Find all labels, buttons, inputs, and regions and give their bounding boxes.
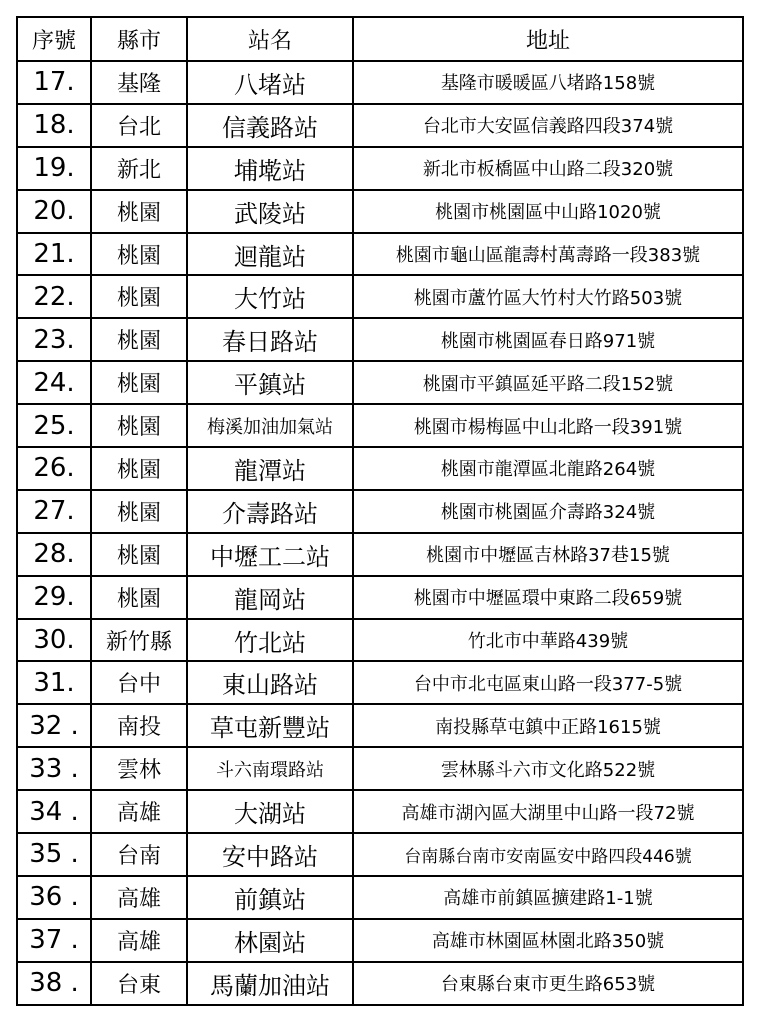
address-cell: 基隆市暖暖區八堵路158號 [353,61,743,104]
seq-cell: 27. [17,490,91,533]
name-cell: 草屯新豐站 [187,704,353,747]
name-cell: 信義路站 [187,104,353,147]
name-cell: 龍潭站 [187,447,353,490]
table-row [17,962,743,1005]
name-cell: 竹北站 [187,619,353,662]
station-table [16,16,744,1006]
county-cell: 台北 [91,104,187,147]
address-cell: 桃園市龜山區龍壽村萬壽路一段383號 [353,233,743,276]
table-row [17,190,743,233]
seq-cell: 35 . [17,833,91,876]
county-cell: 高雄 [91,919,187,962]
table-row [17,533,743,576]
table-row [17,490,743,533]
county-cell: 桃園 [91,576,187,619]
county-cell: 台南 [91,833,187,876]
address-cell: 竹北市中華路439號 [353,619,743,662]
header-address: 地址 [353,17,743,61]
name-cell: 介壽路站 [187,490,353,533]
table-row [17,619,743,662]
county-cell: 高雄 [91,790,187,833]
table-row [17,919,743,962]
county-cell: 台中 [91,661,187,704]
table-row [17,233,743,276]
county-cell: 新竹縣 [91,619,187,662]
name-cell: 迴龍站 [187,233,353,276]
county-cell: 桃園 [91,190,187,233]
name-cell: 東山路站 [187,661,353,704]
name-cell: 埔墘站 [187,147,353,190]
address-cell: 桃園市中壢區吉林路37巷15號 [353,533,743,576]
table-row [17,275,743,318]
table-row [17,404,743,447]
seq-cell: 26. [17,447,91,490]
address-cell: 南投縣草屯鎮中正路1615號 [353,704,743,747]
table-body [17,61,743,1005]
address-cell: 桃園市中壢區環中東路二段659號 [353,576,743,619]
seq-cell: 34 . [17,790,91,833]
address-cell: 桃園市桃園區中山路1020號 [353,190,743,233]
address-cell: 高雄市林園區林園北路350號 [353,919,743,962]
table-row [17,790,743,833]
address-cell: 台北市大安區信義路四段374號 [353,104,743,147]
name-cell: 平鎮站 [187,361,353,404]
seq-cell: 22. [17,275,91,318]
table-row [17,447,743,490]
table-row [17,876,743,919]
address-cell: 台南縣台南市安南區安中路四段446號 [353,833,743,876]
name-cell: 大湖站 [187,790,353,833]
seq-cell: 38 . [17,962,91,1005]
header-county: 縣市 [91,17,187,61]
seq-cell: 18. [17,104,91,147]
name-cell: 前鎮站 [187,876,353,919]
address-cell: 桃園市楊梅區中山北路一段391號 [353,404,743,447]
table-row [17,318,743,361]
seq-cell: 37 . [17,919,91,962]
address-cell: 桃園市蘆竹區大竹村大竹路503號 [353,275,743,318]
county-cell: 桃園 [91,233,187,276]
name-cell: 武陵站 [187,190,353,233]
table-row [17,576,743,619]
table-row [17,61,743,104]
address-cell: 新北市板橋區中山路二段320號 [353,147,743,190]
seq-cell: 36 . [17,876,91,919]
seq-cell: 28. [17,533,91,576]
seq-cell: 30. [17,619,91,662]
name-cell: 八堵站 [187,61,353,104]
county-cell: 台東 [91,962,187,1005]
seq-cell: 20. [17,190,91,233]
header-row [17,17,743,61]
address-cell: 雲林縣斗六市文化路522號 [353,747,743,790]
name-cell: 龍岡站 [187,576,353,619]
table-row [17,747,743,790]
address-cell: 台中市北屯區東山路一段377-5號 [353,661,743,704]
table-row [17,147,743,190]
name-cell: 安中路站 [187,833,353,876]
name-cell: 林園站 [187,919,353,962]
county-cell: 桃園 [91,490,187,533]
seq-cell: 33 . [17,747,91,790]
seq-cell: 25. [17,404,91,447]
address-cell: 高雄市湖內區大湖里中山路一段72號 [353,790,743,833]
seq-cell: 24. [17,361,91,404]
county-cell: 桃園 [91,533,187,576]
address-cell: 桃園市桃園區介壽路324號 [353,490,743,533]
address-cell: 桃園市平鎮區延平路二段152號 [353,361,743,404]
header-seq: 序號 [17,17,91,61]
seq-cell: 23. [17,318,91,361]
name-cell: 馬蘭加油站 [187,962,353,1005]
county-cell: 桃園 [91,318,187,361]
seq-cell: 19. [17,147,91,190]
name-cell: 梅溪加油加氣站 [187,404,353,447]
table-row [17,104,743,147]
header-name: 站名 [187,17,353,61]
name-cell: 春日路站 [187,318,353,361]
address-cell: 桃園市桃園區春日路971號 [353,318,743,361]
county-cell: 高雄 [91,876,187,919]
address-cell: 高雄市前鎮區擴建路1-1號 [353,876,743,919]
county-cell: 桃園 [91,404,187,447]
seq-cell: 31. [17,661,91,704]
seq-cell: 17. [17,61,91,104]
county-cell: 新北 [91,147,187,190]
county-cell: 桃園 [91,447,187,490]
name-cell: 中壢工二站 [187,533,353,576]
name-cell: 斗六南環路站 [187,747,353,790]
address-cell: 台東縣台東市更生路653號 [353,962,743,1005]
table-row [17,661,743,704]
address-cell: 桃園市龍潭區北龍路264號 [353,447,743,490]
seq-cell: 21. [17,233,91,276]
county-cell: 南投 [91,704,187,747]
table-row [17,833,743,876]
county-cell: 基隆 [91,61,187,104]
table-row [17,361,743,404]
name-cell: 大竹站 [187,275,353,318]
county-cell: 桃園 [91,275,187,318]
seq-cell: 32 . [17,704,91,747]
seq-cell: 29. [17,576,91,619]
county-cell: 桃園 [91,361,187,404]
county-cell: 雲林 [91,747,187,790]
table-row [17,704,743,747]
